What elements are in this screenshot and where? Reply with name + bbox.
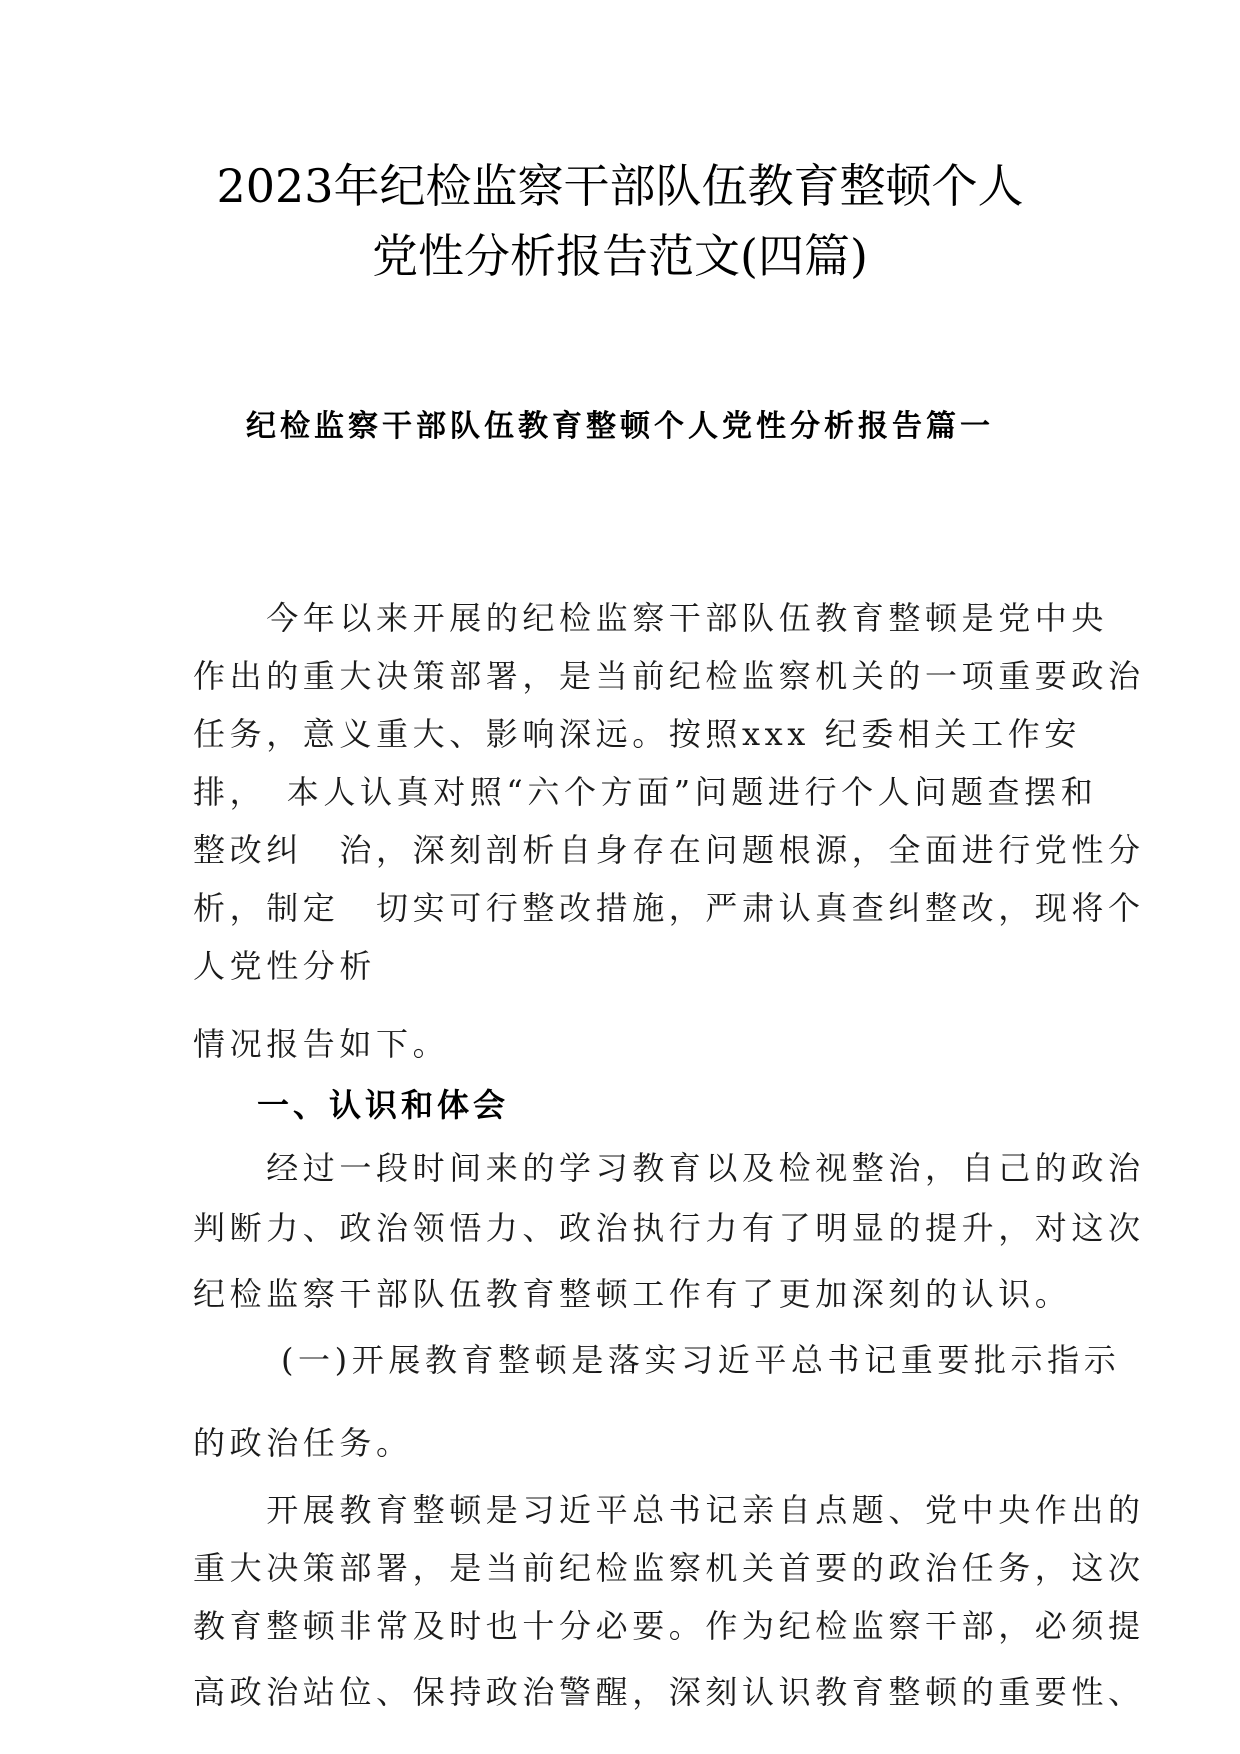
body-line: 开展教育整顿是习近平总书记亲自点题、党中央作出的 <box>193 1491 1145 1529</box>
body-line: 整改纠 治，深刻剖析自身存在问题根源，全面进行党性分 <box>193 831 1145 869</box>
document-title-line-1: 2023年纪检监察干部队伍教育整顿个人 <box>216 159 1024 213</box>
body-line: 人党性分析 <box>193 947 377 985</box>
section-subtitle: 纪检监察干部队伍教育整顿个人党性分析报告篇一 <box>246 409 994 444</box>
body-line: 高政治站位、保持政治警醒，深刻认识教育整顿的重要性、 <box>193 1673 1145 1711</box>
body-line: 排， 本人认真对照“六个方面”问题进行个人问题查摆和 <box>193 773 1098 811</box>
body-line: 经过一段时间来的学习教育以及检视整治，自己的政治 <box>193 1149 1145 1187</box>
body-line: 析，制定 切实可行整改措施，严肃认真查纠整改，现将个 <box>193 889 1145 927</box>
section-heading: 一、认识和体会 <box>257 1086 510 1124</box>
body-line: 重大决策部署，是当前纪检监察机关首要的政治任务，这次 <box>193 1549 1145 1587</box>
document-title-line-2: 党性分析报告范文(四篇) <box>372 229 868 283</box>
body-line: 的政治任务。 <box>193 1424 413 1462</box>
body-line: 纪检监察干部队伍教育整顿工作有了更加深刻的认识。 <box>193 1275 1072 1313</box>
body-line: 情况报告如下。 <box>193 1025 450 1063</box>
body-line: 判断力、政治领悟力、政治执行力有了明显的提升，对这次 <box>193 1209 1145 1247</box>
body-line: (一)开展教育整顿是落实习近平总书记重要批示指示 <box>193 1341 1121 1379</box>
body-line: 教育整顿非常及时也十分必要。作为纪检监察干部，必须提 <box>193 1607 1145 1645</box>
body-line: 作出的重大决策部署，是当前纪检监察机关的一项重要政治 <box>193 657 1145 695</box>
body-line: 任务，意义重大、影响深远。按照xxx 纪委相关工作安 <box>193 715 1081 753</box>
body-line: 今年以来开展的纪检监察干部队伍教育整顿是党中央 <box>193 599 1109 637</box>
